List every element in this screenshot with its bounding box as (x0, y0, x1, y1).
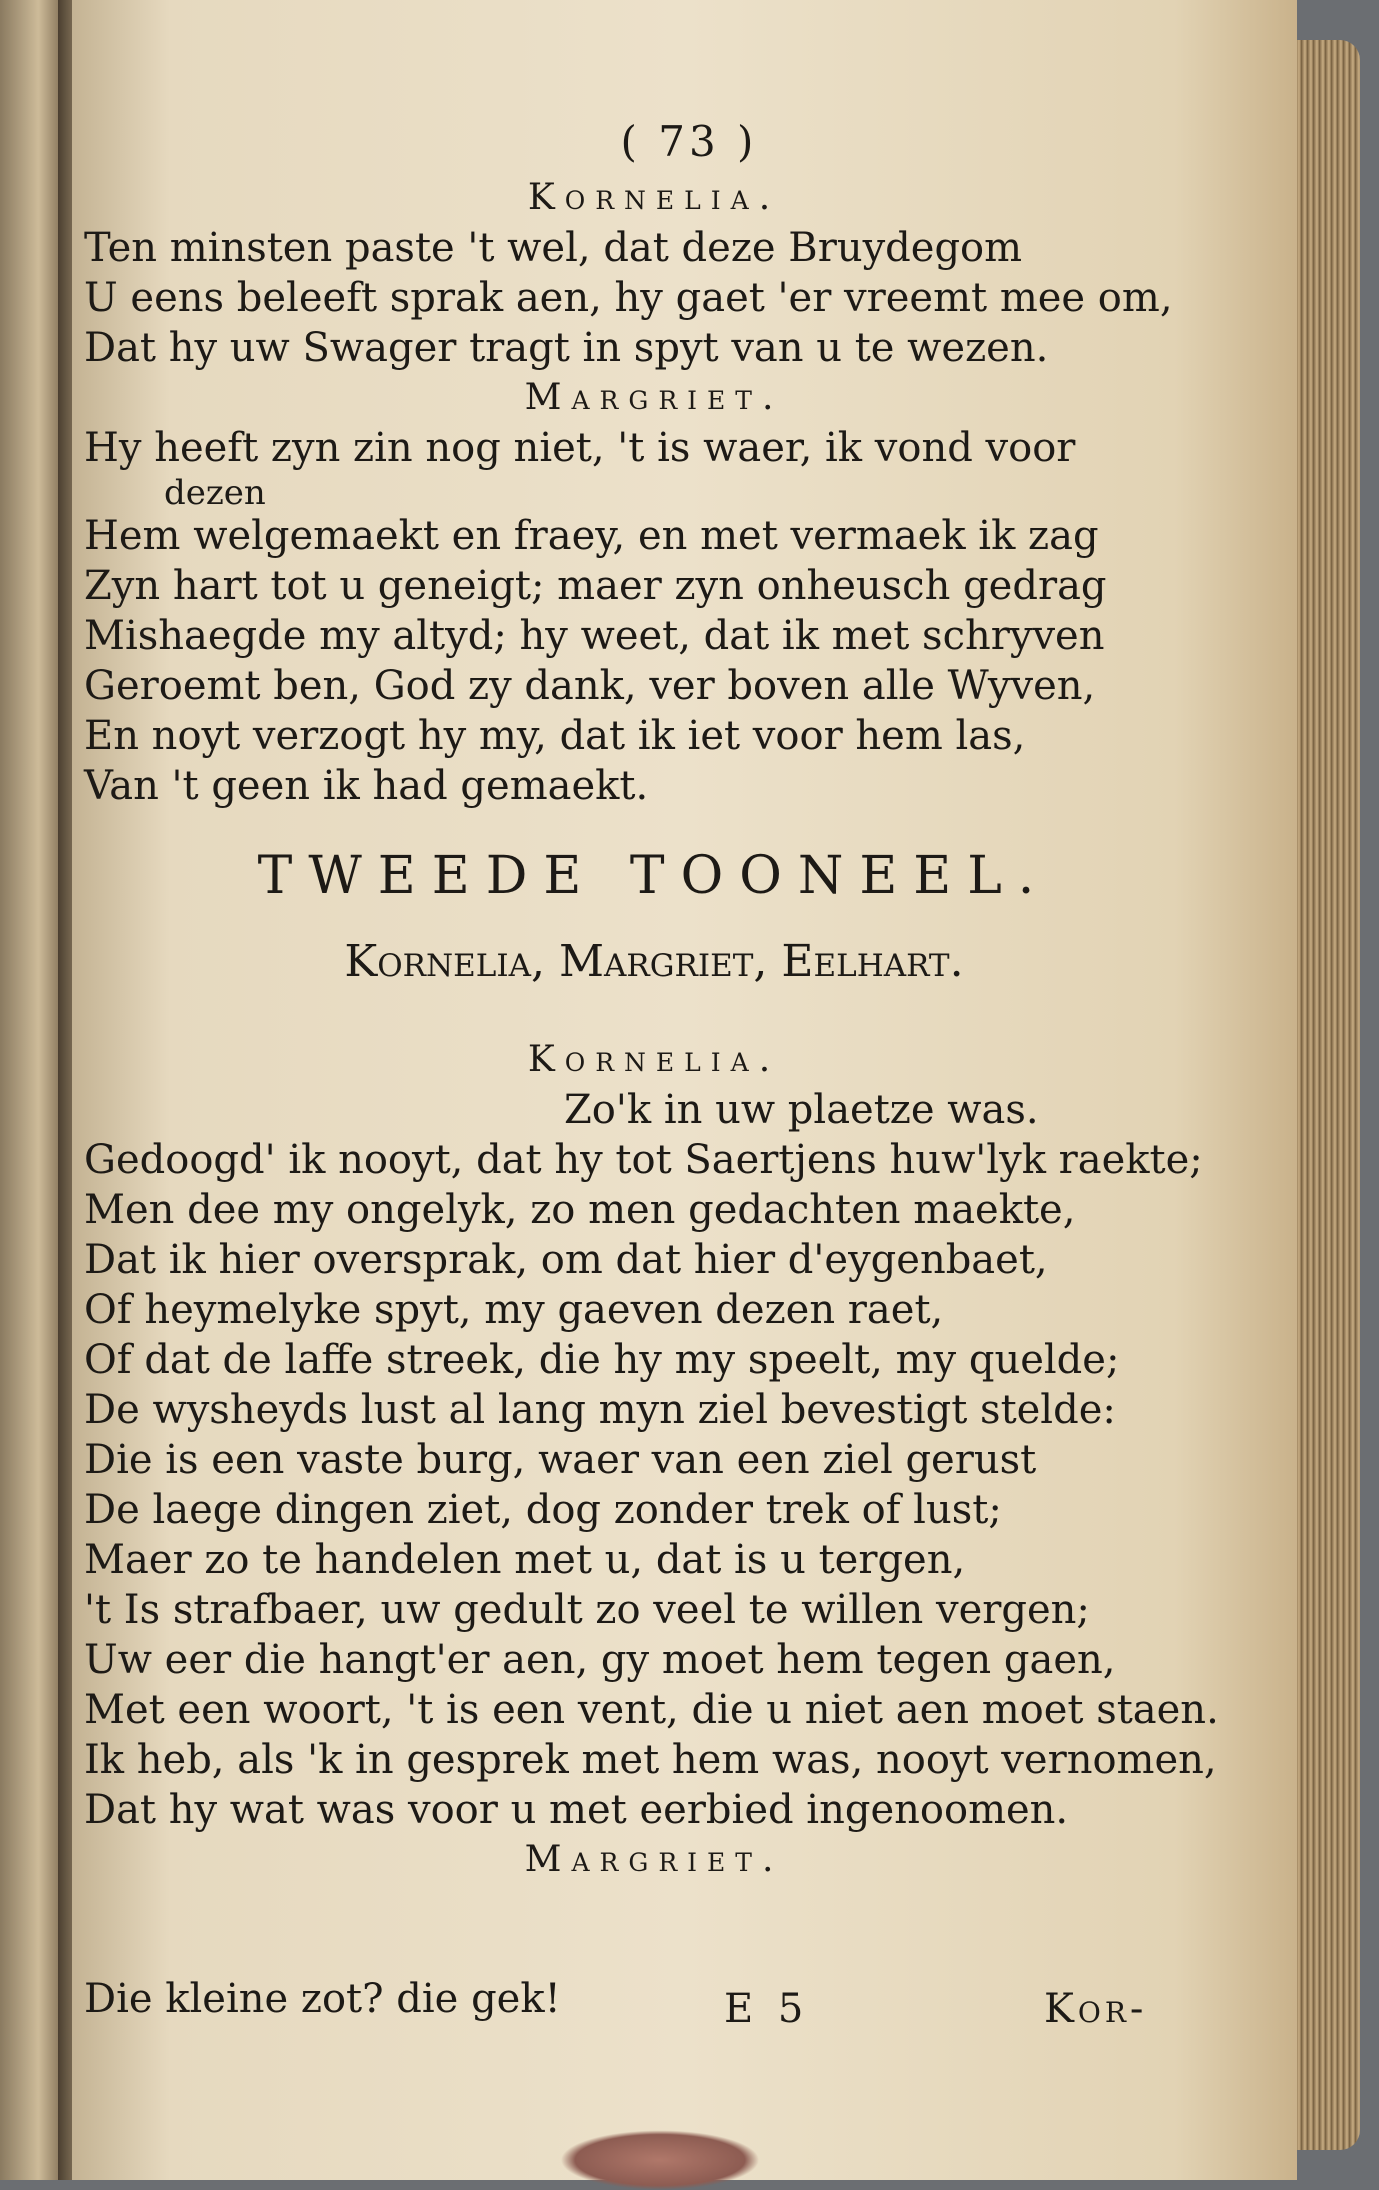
verse-line: Of dat de laffe streek, die hy my speelt, my quelde; (84, 1337, 1120, 1383)
verse-line: Of heymelyke spyt, my gaeven dezen raet, (84, 1287, 944, 1333)
speaker-heading: Margriet. (524, 1839, 784, 1880)
verse-line: Mishaegde my altyd; hy weet, dat ik met schryven (84, 613, 1105, 659)
thumb-at-bottom (560, 2130, 760, 2190)
verse-line: Ik heb, als 'k in gesprek met hem was, nooyt vernomen, (84, 1737, 1217, 1783)
page-number: ( 73 ) (620, 117, 758, 166)
verse-line: Van 't geen ik had gemaekt. (84, 763, 649, 809)
verse-line: U eens beleeft sprak aen, hy gaet 'er vreemt mee om, (84, 275, 1173, 321)
verse-line: De laege dingen ziet, dog zonder trek of lust; (84, 1487, 1002, 1533)
verse-line: Dat hy wat was voor u met eerbied ingenoomen. (84, 1787, 1069, 1833)
speaker-heading: Kornelia. (527, 1039, 781, 1080)
verse-line: En noyt verzogt hy my, dat ik iet voor hem las, (84, 713, 1026, 759)
speaker-heading: Kornelia. (527, 177, 781, 218)
book-page (72, 0, 1297, 2180)
verse-line: Hem welgemaekt en fraey, en met vermaek ik zag (84, 513, 1099, 559)
verse-line: Maer zo te handelen met u, dat is u tergen, (84, 1537, 966, 1583)
verse-line: Uw eer die hangt'er aen, gy moet hem tegen gaen, (84, 1637, 1116, 1683)
verse-block-2 (84, 424, 1224, 812)
verse-line: Dat ik hier oversprak, om dat hier d'eygenbaet, (84, 1237, 1048, 1283)
verse-line: De wysheyds lust al lang myn ziel bevestigt stelde: (84, 1387, 1116, 1433)
verse-line: Geroemt ben, God zy dank, ver boven alle Wyven, (84, 663, 1096, 709)
speaker-heading: Margriet. (524, 377, 784, 418)
signature-mark: E 5 (724, 1986, 810, 2032)
verse-line: Hy heeft zyn zin nog niet, 't is waer, ik vond voor (84, 425, 1076, 471)
verse-line-wrap: dezen (164, 473, 266, 513)
verse-line: Die kleine zot? die gek! (84, 1976, 561, 2022)
verse-line: Zyn hart tot u geneigt; maer zyn onheusch gedrag (84, 563, 1107, 609)
verse-line: Die is een vaste burg, waer van een ziel gerust (84, 1437, 1037, 1483)
verse-line: Zo'k in uw plaetze was. (564, 1087, 1039, 1133)
verse-line: Dat hy uw Swager tragt in spyt van u te wezen. (84, 325, 1049, 371)
verse-block-1 (84, 224, 1224, 374)
verse-line: Gedoogd' ik nooyt, dat hy tot Saertjens huw'lyk raekte; (84, 1137, 1203, 1183)
scene-title: TWEEDE TOONEEL. (257, 846, 1051, 906)
page-edges-stack (1290, 40, 1360, 2150)
verse-line: 't Is strafbaer, uw gedult zo veel te willen vergen; (84, 1587, 1090, 1633)
verse-block-3 (84, 1086, 1224, 1836)
catchword: Kor- (1044, 1986, 1148, 2032)
verse-line: Met een woort, 't is een vent, die u niet aen moet staen. (84, 1687, 1219, 1733)
page-text (84, 118, 1224, 1886)
scene-characters: Kornelia, Margriet, Eelhart. (344, 936, 964, 987)
verse-line: Men dee my ongelyk, zo men gedachten maekte, (84, 1187, 1076, 1233)
verse-line: Ten minsten paste 't wel, dat deze Bruydegom (84, 225, 1023, 271)
page-footer (84, 1976, 1224, 2036)
